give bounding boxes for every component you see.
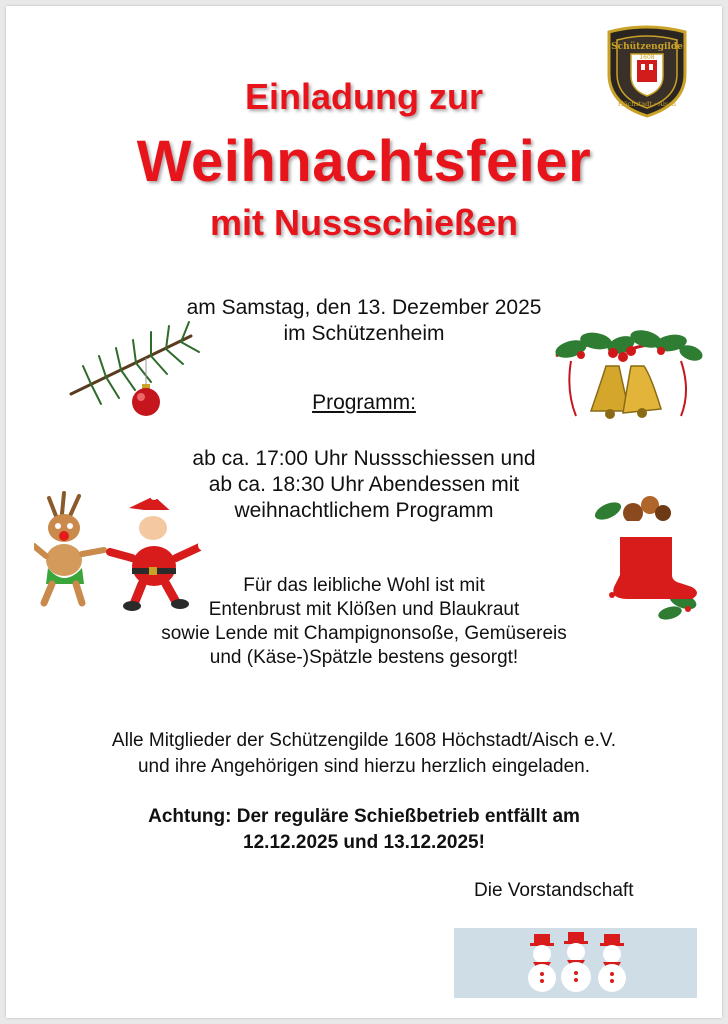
program-line: ab ca. 18:30 Uhr Abendessen mit xyxy=(208,473,520,496)
food-line: und (Käse-)Spätzle bestens gesorgt! xyxy=(209,647,519,668)
event-date: am Samstag, den 13. Dezember 2025 xyxy=(186,296,542,319)
warning-notice xyxy=(6,804,722,856)
program-line: weihnachtlichem Programm xyxy=(234,499,494,522)
food-description xyxy=(6,574,722,670)
signature: Die Vorstandschaft xyxy=(474,880,634,901)
emblem-year: 1608 xyxy=(639,54,655,61)
title-line-3: mit Nussschießen xyxy=(209,202,519,243)
members-invitation xyxy=(6,728,722,780)
snowmen-icon xyxy=(454,928,697,998)
invitation-page xyxy=(6,6,722,1018)
emblem-bottom-text: Höchstadt · Aisch xyxy=(617,100,677,108)
program-heading: Programm: xyxy=(312,391,416,414)
title-line-1: Einladung zur xyxy=(245,76,483,117)
members-line: und ihre Angehörigen sind hierzu herzlich eingeladen. xyxy=(137,756,591,777)
food-line: sowie Lende mit Champignonsoße, Gemüsereis xyxy=(161,623,567,644)
snowmen-banner xyxy=(454,928,697,998)
event-location: im Schützenheim xyxy=(283,322,445,345)
program-line: ab ca. 17:00 Uhr Nussschiessen und xyxy=(192,447,536,470)
event-details xyxy=(6,295,722,347)
warning-line: 12.12.2025 und 13.12.2025! xyxy=(243,832,485,853)
title-line-2: Weihnachtsfeier xyxy=(136,129,592,194)
food-line: Entenbrust mit Klößen und Blaukraut xyxy=(208,599,520,620)
food-line: Für das leibliche Wohl ist mit xyxy=(243,575,485,596)
members-line: Alle Mitglieder der Schützengilde 1608 Höchstadt/Aisch e.V. xyxy=(111,730,617,751)
emblem-top-text: Schützengilde xyxy=(611,42,683,52)
warning-line: Achtung: Der reguläre Schießbetrieb entfällt am xyxy=(148,806,580,827)
